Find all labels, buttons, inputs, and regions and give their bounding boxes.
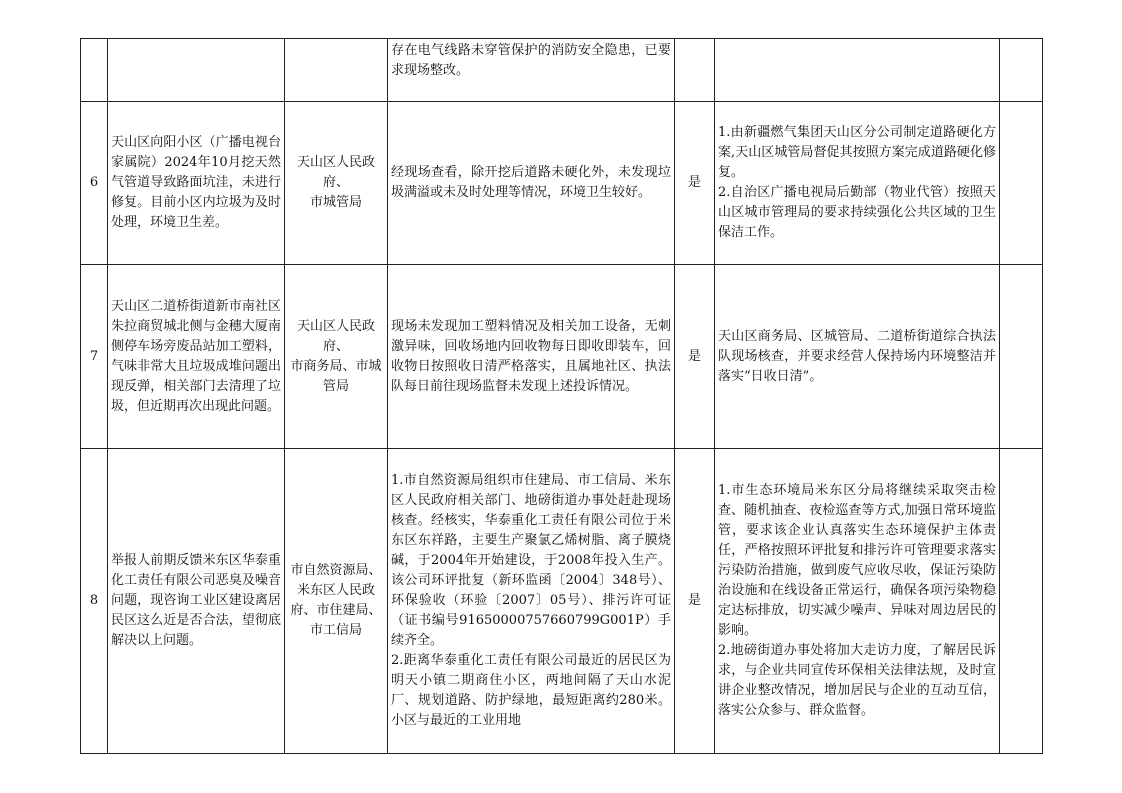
measures-cell	[715, 102, 1000, 265]
measures-cell	[715, 39, 1000, 102]
note-cell	[1000, 449, 1043, 754]
findings-cell	[388, 39, 675, 102]
findings-paragraph: 现场未发现加工塑料情况及相关加工设备，无刺激异味，回收场地内回收物每日即收即装车，回收物日按照收日清严格落实，且属地社区、执法队每日前往现场监督未发现上述投诉情况。	[391, 318, 671, 394]
note-cell	[1000, 102, 1043, 265]
row-number: 7	[81, 265, 108, 449]
table-row	[81, 265, 1043, 449]
findings-cell	[388, 265, 675, 449]
complaint-text: 天山区向阳小区（广播电视台家属院）2024年10月挖天然气管道导致路面坑洼，未进行修复。目前小区内垃圾为及时处理，环境卫生差。	[108, 102, 285, 265]
note-cell	[1000, 39, 1043, 102]
responsible-unit	[285, 39, 388, 102]
measures-paragraph: 1.市生态环境局米东区分局将继续采取突击检查、随机抽查、夜检巡查等方式,加强日常环境监管，要求该企业认真落实生态环境保护主体责任，严格按照环评批复和排污许可管理要求落实污染防治措施，做到废气应收尽收，保证污染防治设施和在线设备正常运行，确保各项污染物稳定达标排放，切实减少噪声、异味对周边居民的影响。	[718, 483, 996, 638]
complaint-table	[80, 38, 1043, 754]
findings-paragraph: 存在电气线路未穿管保护的消防安全隐患，已要求现场整改。	[391, 43, 671, 78]
table-row	[81, 102, 1043, 265]
responsible-unit: 天山区人民政府、 市城管局	[285, 102, 388, 265]
verified-flag: 是	[675, 102, 715, 265]
measures-paragraph: 1.由新疆燃气集团天山区分公司制定道路硬化方案,天山区城管局督促其按照方案完成道路硬化修复。	[718, 125, 996, 180]
row-number: 8	[81, 449, 108, 754]
findings-paragraph: 2.距离华泰重化工责任有限公司最近的居民区为明天小镇二期商住小区，两地间隔了天山水泥厂、规划道路、防护绿地，最短距离约280米。小区与最近的工业用地	[391, 653, 671, 728]
responsible-unit: 天山区人民政府、 市商务局、市城管局	[285, 265, 388, 449]
row-number: 6	[81, 102, 108, 265]
complaint-text: 天山区二道桥街道新市南社区朱拉商贸城北侧与金穗大厦南侧停车场旁废品站加工塑料，气味非常大且垃圾成堆问题出现反弹，相关部门去清理了垃圾，但近期再次出现此问题。	[108, 265, 285, 449]
complaint-text	[108, 39, 285, 102]
measures-cell	[715, 449, 1000, 754]
table-row	[81, 449, 1043, 754]
note-cell	[1000, 265, 1043, 449]
verified-flag: 是	[675, 265, 715, 449]
findings-paragraph: 1.市自然资源局组织市住建局、市工信局、米东区人民政府相关部门、地磅街道办事处赶赴现场核查。经核实，华泰重化工责任有限公司位于米东区东祥路，主要生产聚氯乙烯树脂、离子膜烧碱，于2004年开始建设，于2008年投入生产。该公司环评批复（新环监函〔2004〕348号）、环保验收（环验〔2007〕05号）、排污许可证（证书编号91650000757660799G001P）手续齐全。	[391, 473, 671, 648]
findings-cell	[388, 449, 675, 754]
measures-paragraph: 2.自治区广播电视局后勤部（物业代管）按照天山区城市管理局的要求持续强化公共区域的卫生保洁工作。	[718, 185, 996, 240]
row-number	[81, 39, 108, 102]
measures-paragraph: 天山区商务局、区城管局、二道桥街道综合执法队现场核查，并要求经营人保持场内环境整洁并落实“日收日清”。	[718, 328, 996, 384]
verified-flag: 是	[675, 449, 715, 754]
complaint-text: 举报人前期反馈米东区华泰重化工责任有限公司恶臭及噪音问题，现咨询工业区建设离居民区这么近是否合法，望彻底解决以上问题。	[108, 449, 285, 754]
measures-cell	[715, 265, 1000, 449]
findings-paragraph: 经现场查看，除开挖后道路未硬化外，未发现垃圾满溢或未及时处理等情况，环境卫生较好。	[391, 165, 671, 200]
findings-cell	[388, 102, 675, 265]
responsible-unit: 市自然资源局、 米东区人民政府、市住建局、市工信局	[285, 449, 388, 754]
verified-flag	[675, 39, 715, 102]
table-row	[81, 39, 1043, 102]
measures-paragraph: 2.地磅街道办事处将加大走访力度，了解居民诉求，与企业共同宣传环保相关法律法规，及时宣讲企业整改情况，增加居民与企业的互动互信，落实公众参与、群众监督。	[718, 643, 996, 718]
